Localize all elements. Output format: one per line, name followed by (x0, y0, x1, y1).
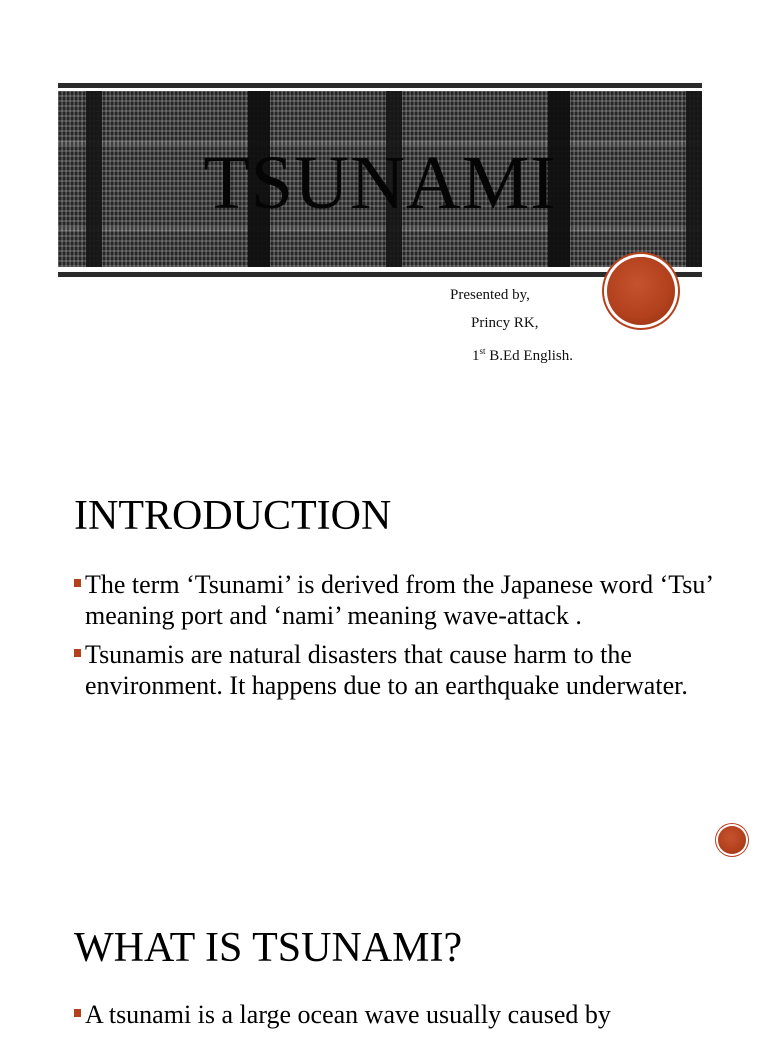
decorative-orb (607, 257, 675, 325)
course-year-suffix: st (479, 346, 486, 356)
bullet-marker-icon (74, 1009, 81, 1017)
presenter-label: Presented by, (450, 287, 530, 303)
what-is-tsunami-heading: WHAT IS TSUNAMI? (74, 925, 463, 971)
presenter-course (472, 342, 573, 365)
bullet-item (74, 999, 714, 1030)
bullet-item (74, 639, 714, 701)
what-is-tsunami-bullet-list (74, 999, 714, 1038)
bullet-marker-icon (74, 649, 81, 657)
course-year-number: 1 (472, 348, 480, 364)
banner-top-rule (58, 83, 702, 88)
introduction-bullet-list (74, 569, 714, 709)
banner-bottom-rule (58, 272, 702, 277)
title-slide (0, 0, 768, 410)
bullet-text: The term ‘Tsunami’ is derived from the Japanese word ‘Tsu’ meaning port and ‘nami’ meaning wave-attack . (85, 570, 713, 630)
decorative-orb-small (718, 826, 746, 854)
bullet-item (74, 569, 714, 631)
course-name: B.Ed English. (485, 348, 574, 364)
bullet-text: Tsunamis are natural disasters that cause harm to the environment. It happens due to an earthquake underwater. (85, 640, 688, 700)
bullet-marker-icon (74, 579, 81, 587)
presenter-name: Princy RK, (471, 315, 539, 331)
introduction-heading: INTRODUCTION (74, 493, 392, 539)
slide-title: TSUNAMI (203, 141, 557, 225)
bullet-text: A tsunami is a large ocean wave usually caused by (85, 1000, 611, 1029)
